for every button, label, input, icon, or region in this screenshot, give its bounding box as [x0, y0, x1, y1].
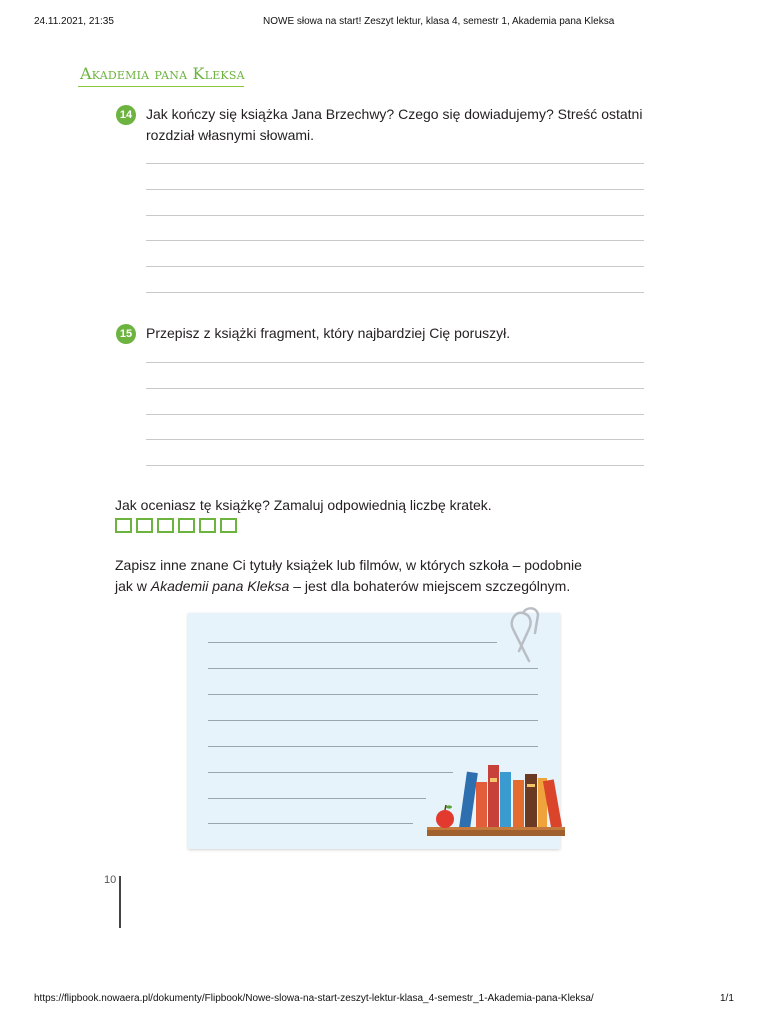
- question-14-line1: Jak kończy się książka Jana Brzechwy? Czego się dowiadujemy? Streść ostatni: [146, 106, 643, 122]
- rating-instruction: Jak oceniasz tę książkę? Zamaluj odpowiednią liczbę kratek.: [115, 497, 492, 513]
- note-line[interactable]: [208, 668, 538, 669]
- answer-line-14[interactable]: [146, 163, 644, 164]
- question-14-badge: 14: [116, 105, 136, 125]
- titles-instruction-line2: [115, 576, 582, 597]
- answer-line-15[interactable]: [146, 388, 644, 389]
- note-line[interactable]: [208, 694, 538, 695]
- print-title: NOWE słowa na start! Zeszyt lektur, klasa 4, semestr 1, Akademia pana Kleksa: [263, 16, 615, 27]
- question-15-text: Przepisz z książki fragment, który najbardziej Cię poruszył.: [146, 325, 511, 341]
- answer-line-15[interactable]: [146, 439, 644, 440]
- note-line[interactable]: [208, 746, 538, 747]
- page-number-bar: [119, 876, 121, 928]
- question-14-text: [146, 104, 642, 146]
- answer-line-15[interactable]: [146, 362, 644, 363]
- titles-line2-suffix: – jest dla bohaterów miejscem szczególnym.: [289, 578, 571, 594]
- apple-icon: [436, 805, 454, 828]
- answer-line-14[interactable]: [146, 266, 644, 267]
- books-illustration: [427, 760, 569, 842]
- print-page-count: 1/1: [720, 993, 734, 1004]
- rating-box-3[interactable]: [157, 518, 174, 533]
- page-number: 10: [104, 874, 117, 886]
- answer-line-15[interactable]: [146, 414, 644, 415]
- note-line[interactable]: [208, 772, 453, 773]
- question-14-line2: rozdział własnymi słowami.: [146, 127, 315, 143]
- rating-box-6[interactable]: [220, 518, 237, 533]
- rating-box-4[interactable]: [178, 518, 195, 533]
- rating-box-2[interactable]: [136, 518, 153, 533]
- titles-line2-prefix: jak w: [115, 578, 151, 594]
- answer-line-14[interactable]: [146, 292, 644, 293]
- book-title-italic: Akademii pana Kleksa: [150, 578, 290, 594]
- rating-box-5[interactable]: [199, 518, 216, 533]
- question-15-badge: 15: [116, 324, 136, 344]
- section-title-rule: [78, 86, 244, 87]
- note-line[interactable]: [208, 823, 413, 824]
- section-title: Akademia pana Kleksa: [80, 64, 245, 83]
- note-line[interactable]: [208, 642, 497, 643]
- note-line[interactable]: [208, 798, 426, 799]
- paperclip-icon: [505, 603, 545, 663]
- answer-line-15[interactable]: [146, 465, 644, 466]
- answer-line-14[interactable]: [146, 240, 644, 241]
- print-url: https://flipbook.nowaera.pl/dokumenty/Flipbook/Nowe-slowa-na-start-zeszyt-lektur-klasa_4-semestr_1-Akademia-pana-Kleksa/: [34, 993, 594, 1004]
- note-line[interactable]: [208, 720, 538, 721]
- answer-line-14[interactable]: [146, 215, 644, 216]
- print-datetime: 24.11.2021, 21:35: [34, 16, 114, 27]
- rating-box-1[interactable]: [115, 518, 132, 533]
- answer-line-14[interactable]: [146, 189, 644, 190]
- titles-instruction-line1: Zapisz inne znane Ci tytuły książek lub filmów, w których szkoła – podobnie: [115, 557, 582, 573]
- titles-instruction: [115, 555, 582, 597]
